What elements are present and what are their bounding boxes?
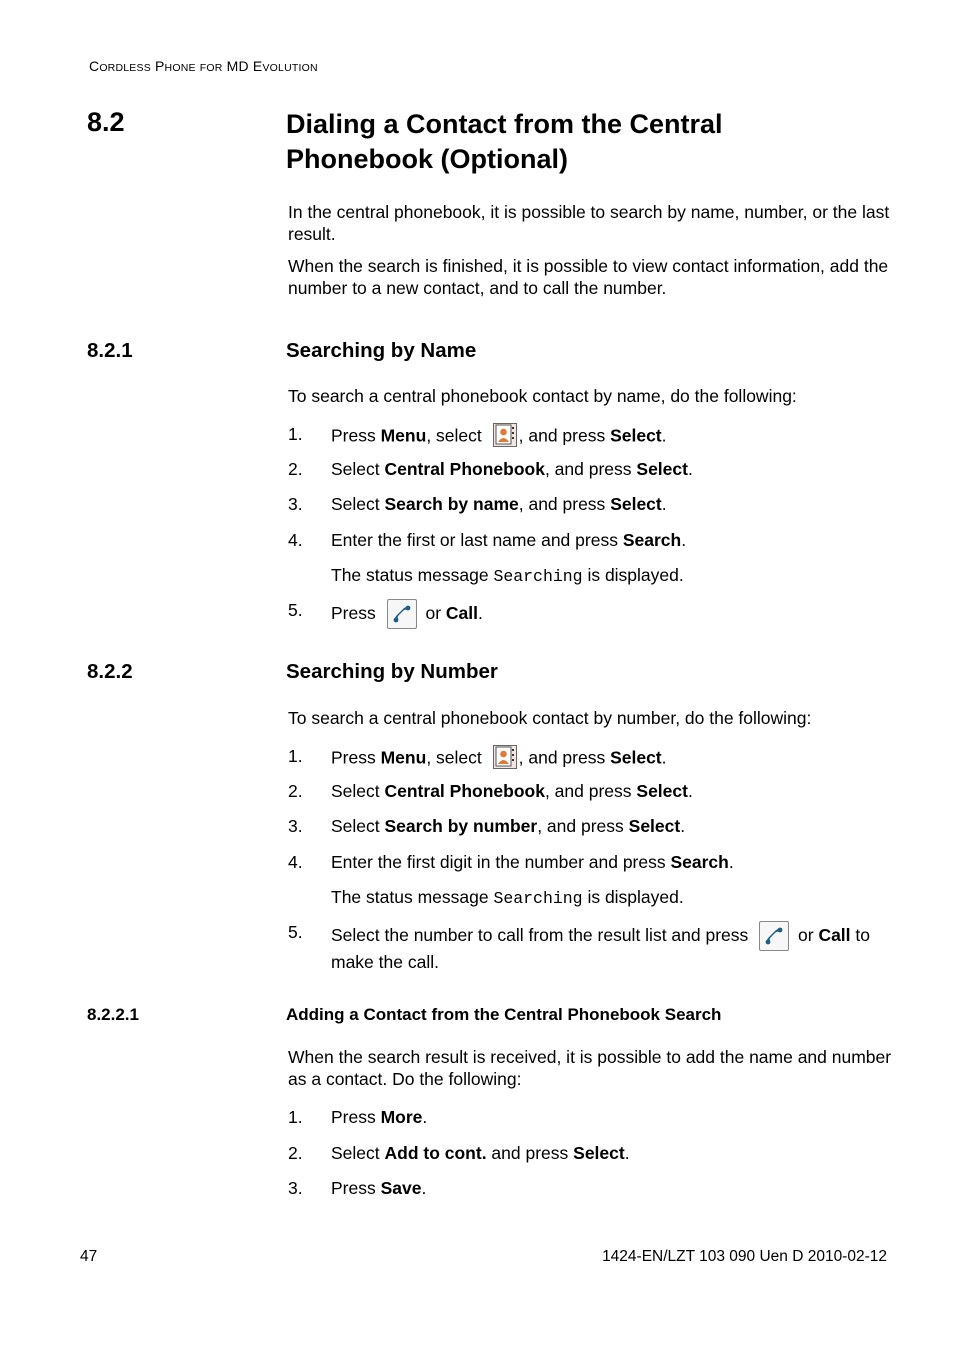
subsubsection-intro: When the search result is received, it is possible to add the name and number as a contact. Do the following: [288, 1047, 892, 1089]
section-intro-1: In the central phonebook, it is possible to search by name, number, or the last result. [288, 202, 890, 244]
subsection-number: 8.2.2 [87, 660, 133, 683]
step-number: 5. [288, 922, 303, 942]
step-number: 4. [288, 852, 303, 872]
document-id: 1424-EN/LZT 103 090 Uen D 2010-02-12 [602, 1248, 887, 1265]
step-number: 2. [288, 1143, 303, 1163]
phonebook-icon [493, 423, 517, 447]
step-number: 5. [288, 600, 303, 620]
section-title: Dialing a Contact from the Central Phonebook (Optional) [286, 109, 723, 174]
step-number: 1. [288, 1107, 303, 1127]
subsection-title: Searching by Name [286, 339, 477, 362]
subsection-title: Searching by Number [286, 660, 498, 683]
call-icon [387, 599, 417, 629]
step-text: Select Search by number, and press Select. [331, 816, 686, 836]
step-number: 2. [288, 781, 303, 801]
call-icon [759, 921, 789, 951]
step-number: 2. [288, 459, 303, 479]
step-number: 4. [288, 530, 303, 550]
step-text: Press Save. [331, 1178, 427, 1198]
subsubsection-number: 8.2.2.1 [87, 1005, 139, 1024]
running-header: CORDLESS PHONE FOR MD EVOLUTION [89, 58, 318, 74]
status-message-note: The status message Searching is displayed. [331, 887, 684, 908]
step-number: 1. [288, 746, 303, 766]
section-number: 8.2 [87, 107, 125, 137]
status-code: Searching [493, 889, 583, 908]
step-number: 1. [288, 424, 303, 444]
step-text: Press Menu, select , and press Select. [331, 745, 896, 773]
step-text: Select Search by name, and press Select. [331, 494, 667, 514]
status-message-note: The status message Searching is displayed. [331, 565, 684, 586]
step-text: Enter the first digit in the number and press Search. [331, 852, 734, 872]
subsection-intro: To search a central phonebook contact by name, do the following: [288, 386, 797, 406]
step-number: 3. [288, 816, 303, 836]
step-number: 3. [288, 1178, 303, 1198]
step-text: Select Central Phonebook, and press Select. [331, 781, 693, 801]
step-text: Select Central Phonebook, and press Select. [331, 459, 693, 479]
page-number: 47 [80, 1248, 98, 1265]
section-intro-2: When the search is finished, it is possible to view contact information, add the number to a new contact, and to call the number. [288, 256, 889, 298]
step-text: Press Menu, select , and press Select. [331, 423, 896, 451]
step-text: Press More. [331, 1107, 428, 1127]
step-text: Select the number to call from the result list and press or Call to make the call. [331, 921, 896, 973]
phonebook-icon [493, 745, 517, 769]
subsubsection-title: Adding a Contact from the Central Phonebook Search [286, 1005, 722, 1024]
subsection-number: 8.2.1 [87, 339, 133, 362]
step-text: Select Add to cont. and press Select. [331, 1143, 630, 1163]
step-text: Press or Call. [331, 599, 896, 629]
subsection-intro: To search a central phonebook contact by number, do the following: [288, 708, 812, 728]
step-number: 3. [288, 494, 303, 514]
status-code: Searching [493, 567, 583, 586]
step-text: Enter the first or last name and press Search. [331, 530, 687, 550]
